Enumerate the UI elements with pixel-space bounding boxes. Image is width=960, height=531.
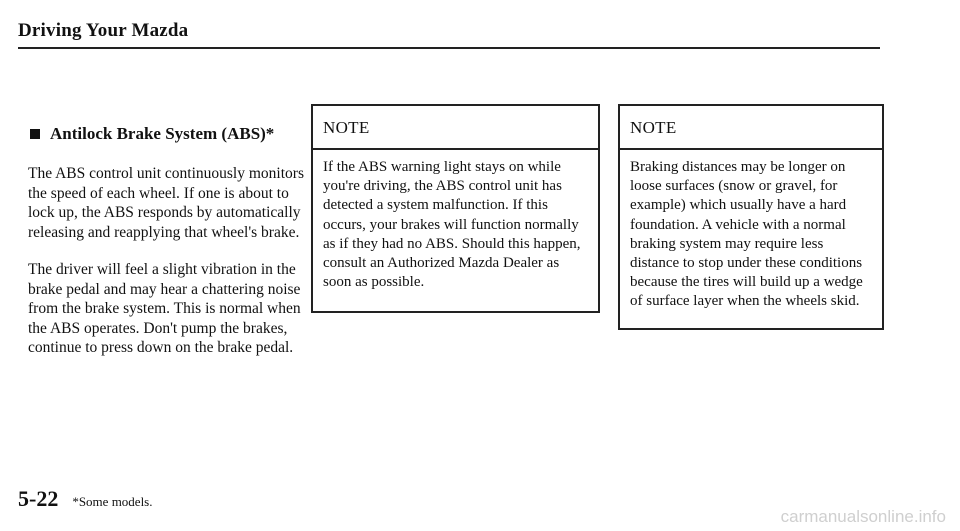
abs-section [28,124,318,376]
section-heading [28,124,318,144]
section-heading-text: Antilock Brake System (ABS)* [50,124,275,143]
note-body: Braking distances may be longer on loose surfaces (snow or gravel, for example) which usually have a hard foundation. A vehicle with a normal braking system may require less distance to stop under these conditions because the tires will build up a wedge of surface layer when the wheels skid. [630,159,863,310]
paragraph: The driver will feel a slight vibration in the brake pedal and may hear a chattering noise from the brake system. This is normal when the ABS operates. Don't pump the brakes, continue to press down on the brake pedal. [28,261,301,356]
page-number: 5-22 [18,486,59,511]
watermark: carmanualsonline.info [780,507,946,526]
page-footer [18,486,153,512]
note-body: If the ABS warning light stays on while you're driving, the ABS control unit has detected a system malfunction. If this occurs, your brakes will function normally as if they had no ABS. Should this happen, consult an Authorized Mazda Dealer as soon as possible. [323,159,581,291]
square-bullet-icon [30,129,40,139]
note-box-abs-warning [311,104,600,313]
note-title: NOTE [620,106,882,150]
note-box-braking-distance [618,104,884,330]
header-divider [18,47,880,49]
paragraph: The ABS control unit continuously monitors the speed of each wheel. If one is about to lock up, the ABS responds by automatically releasing and reapplying that wheel's brake. [28,165,304,241]
page-header-title: Driving Your Mazda [18,20,189,41]
footnote: *Some models. [72,494,153,509]
note-title: NOTE [313,106,598,150]
